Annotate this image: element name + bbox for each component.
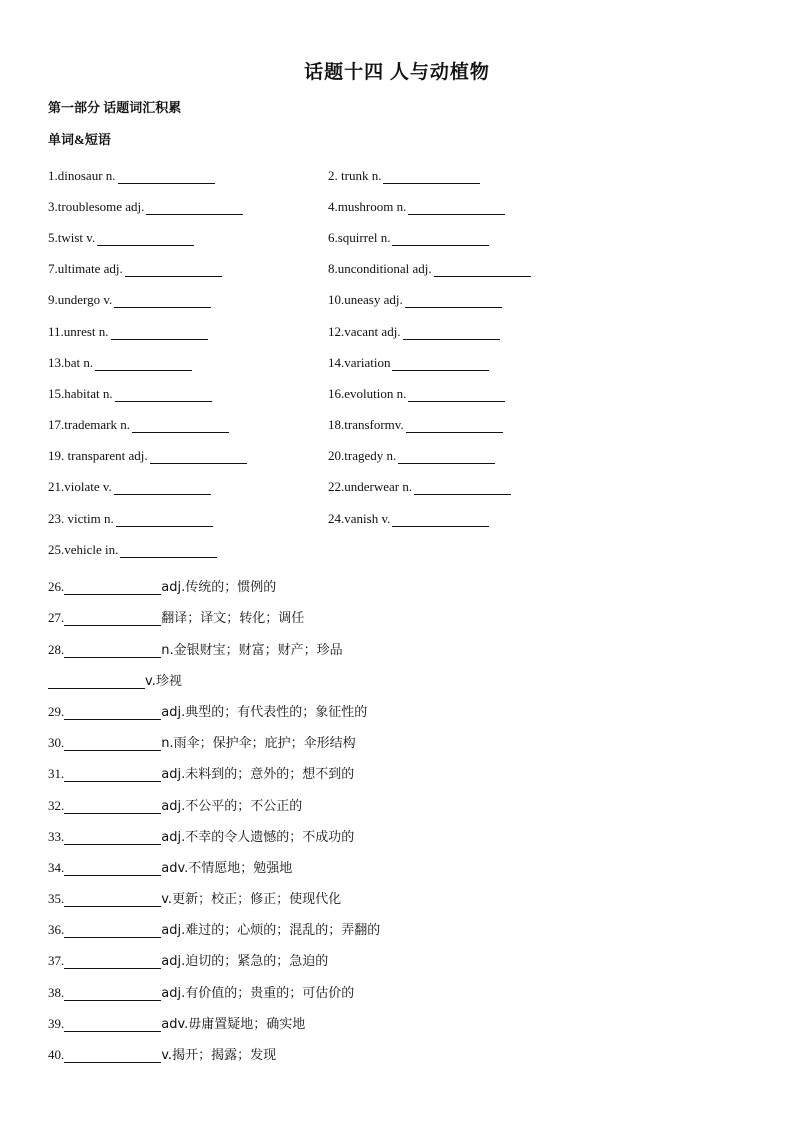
word-label: 20.tragedy n. [328, 448, 397, 464]
word-item [48, 261, 328, 277]
answer-blank[interactable] [392, 358, 489, 371]
answer-blank[interactable] [97, 233, 194, 246]
word-label: 24.vanish v. [328, 510, 391, 526]
answer-blank[interactable] [405, 295, 502, 308]
item-number: 36. [48, 922, 65, 938]
answer-blank[interactable] [64, 580, 161, 595]
word-row [48, 441, 768, 472]
definition-item [48, 595, 748, 626]
answer-blank[interactable] [64, 830, 161, 845]
word-label: 17.trademark n. [48, 417, 130, 433]
answer-blank[interactable] [392, 233, 489, 246]
definition-list [48, 564, 748, 1063]
word-row [48, 316, 768, 347]
definition-text: adj.传统的；惯例的 [161, 580, 277, 596]
word-label: 8.unconditional adj. [328, 261, 432, 277]
word-row [48, 222, 768, 253]
answer-blank[interactable] [414, 482, 511, 495]
answer-blank[interactable] [64, 643, 161, 658]
word-label: 14.variation [328, 354, 391, 370]
definition-text: n.雨伞；保护伞；庇护；伞形结构 [161, 736, 356, 752]
word-label: 13.bat n. [48, 354, 94, 370]
answer-blank[interactable] [398, 451, 495, 464]
answer-blank[interactable] [146, 202, 243, 215]
definition-item [48, 751, 748, 782]
word-label: 12.vacant adj. [328, 323, 401, 339]
item-number: 30. [48, 735, 65, 751]
word-row [48, 472, 768, 503]
answer-blank[interactable] [95, 358, 192, 371]
word-item [328, 168, 608, 184]
word-item [328, 355, 608, 371]
word-label: 11.unrest n. [48, 323, 109, 339]
answer-blank[interactable] [115, 389, 212, 402]
word-item [48, 230, 328, 246]
definition-item [48, 564, 748, 595]
definition-item [48, 720, 748, 751]
definition-item [48, 845, 748, 876]
word-item [328, 511, 608, 527]
definition-text: v.珍视 [145, 673, 182, 689]
word-label: 1.dinosaur n. [48, 167, 116, 183]
word-row [48, 347, 768, 378]
word-label: 21.violate v. [48, 479, 112, 495]
word-item [328, 448, 608, 464]
answer-blank[interactable] [64, 861, 161, 876]
word-row [48, 410, 768, 441]
word-item [328, 386, 608, 402]
word-row [48, 503, 768, 534]
word-item [328, 479, 608, 495]
word-row [48, 285, 768, 316]
answer-blank[interactable] [434, 264, 531, 277]
word-item [48, 448, 328, 464]
definition-text: v.更新；校正；修正；使现代化 [161, 892, 342, 908]
word-row [48, 254, 768, 285]
word-label: 23. victim n. [48, 510, 114, 526]
word-label: 16.evolution n. [328, 385, 407, 401]
definition-item [48, 689, 748, 720]
definition-text: n.金银财宝；财富；财产；珍品 [161, 642, 343, 658]
word-label: 15.habitat n. [48, 385, 113, 401]
word-label: 22.underwear n. [328, 479, 413, 495]
item-number: 31. [48, 766, 65, 782]
word-item [48, 417, 328, 433]
word-label: 5.twist v. [48, 229, 96, 245]
word-label: 10.uneasy adj. [328, 292, 403, 308]
word-item [328, 261, 608, 277]
answer-blank[interactable] [406, 420, 503, 433]
answer-blank[interactable] [64, 954, 161, 969]
answer-blank[interactable] [392, 514, 489, 527]
item-number: 39. [48, 1015, 65, 1031]
answer-blank[interactable] [64, 892, 161, 907]
answer-blank[interactable] [132, 420, 229, 433]
definition-item [48, 626, 748, 657]
item-number: 33. [48, 828, 65, 844]
definition-text: adj.典型的；有代表性的；象征性的 [161, 704, 368, 720]
item-number: 35. [48, 891, 65, 907]
item-number: 32. [48, 797, 65, 813]
answer-blank[interactable] [64, 986, 161, 1001]
definition-item [48, 876, 748, 907]
word-label: 4.mushroom n. [328, 198, 407, 214]
answer-blank[interactable] [64, 1017, 161, 1032]
item-number: 26. [48, 579, 65, 595]
item-number: 29. [48, 703, 65, 719]
word-item [328, 199, 608, 215]
definition-text: 翻译；译文；转化；调任 [161, 611, 305, 627]
answer-blank[interactable] [383, 171, 480, 184]
answer-blank[interactable] [120, 545, 217, 558]
answer-blank[interactable] [48, 674, 145, 689]
word-row [48, 160, 768, 191]
word-item [48, 386, 328, 402]
word-item [48, 355, 328, 371]
item-number: 27. [48, 610, 65, 626]
answer-blank[interactable] [64, 799, 161, 814]
answer-blank[interactable] [114, 295, 211, 308]
answer-blank[interactable] [118, 171, 215, 184]
page-title: 话题十四 人与动植物 [304, 62, 490, 83]
answer-blank[interactable] [114, 482, 211, 495]
definition-text: adj.难过的；心烦的；混乱的；弄翻的 [161, 923, 381, 939]
word-item [328, 324, 608, 340]
word-label: 9.undergo v. [48, 292, 113, 308]
answer-blank[interactable] [150, 451, 247, 464]
item-number: 28. [48, 641, 65, 657]
word-item [48, 199, 328, 215]
word-item [48, 324, 328, 340]
definition-item [48, 907, 748, 938]
word-item [48, 542, 328, 558]
subsection-heading: 单词&短语 [48, 132, 111, 147]
definition-text: adj.有价值的；贵重的；可估价的 [161, 985, 355, 1001]
item-number: 37. [48, 953, 65, 969]
definition-text: adj.不公平的；不公正的 [161, 798, 303, 814]
word-label: 25.vehicle in. [48, 541, 119, 557]
definition-item [48, 658, 748, 689]
answer-blank[interactable] [125, 264, 222, 277]
word-item [328, 417, 608, 433]
definition-item [48, 1001, 748, 1032]
definition-item [48, 1032, 748, 1063]
answer-blank[interactable] [64, 705, 161, 720]
answer-blank[interactable] [64, 767, 161, 782]
word-item [328, 292, 608, 308]
answer-blank[interactable] [64, 1048, 161, 1063]
definition-text: v.揭开；揭露；发现 [161, 1048, 277, 1063]
answer-blank[interactable] [408, 202, 505, 215]
definition-text: adj.不幸的令人遗憾的；不成功的 [161, 829, 355, 845]
word-label: 2. trunk n. [328, 167, 382, 183]
word-grid [48, 160, 768, 565]
word-item [48, 292, 328, 308]
answer-blank[interactable] [64, 736, 161, 751]
definition-text: adj.迫切的；紧急的；急迫的 [161, 954, 329, 970]
word-label: 6.squirrel n. [328, 229, 391, 245]
definition-text: adj.未料到的；意外的；想不到的 [161, 767, 355, 783]
word-item [48, 511, 328, 527]
word-row [48, 534, 768, 565]
definition-item [48, 969, 748, 1000]
definition-text: adv.不情愿地；勉强地 [161, 860, 293, 876]
item-number: 34. [48, 859, 65, 875]
definition-item [48, 814, 748, 845]
word-label: 7.ultimate adj. [48, 261, 123, 277]
word-label: 3.troublesome adj. [48, 198, 145, 214]
word-row [48, 378, 768, 409]
answer-blank[interactable] [64, 923, 161, 938]
word-item [48, 479, 328, 495]
answer-blank[interactable] [111, 327, 208, 340]
answer-blank[interactable] [116, 514, 213, 527]
word-label: 19. transparent adj. [48, 448, 148, 464]
section-heading: 第一部分 话题词汇积累 [48, 100, 182, 115]
word-item [48, 168, 328, 184]
word-item [328, 230, 608, 246]
answer-blank[interactable] [408, 389, 505, 402]
item-number: 38. [48, 984, 65, 1000]
word-label: 18.transformv. [328, 417, 404, 433]
item-number: 40. [48, 1047, 65, 1062]
answer-blank[interactable] [64, 611, 161, 626]
definition-item [48, 938, 748, 969]
answer-blank[interactable] [403, 327, 500, 340]
definition-text: adv.毋庸置疑地；确实地 [161, 1016, 306, 1032]
word-row [48, 191, 768, 222]
definition-item [48, 782, 748, 813]
